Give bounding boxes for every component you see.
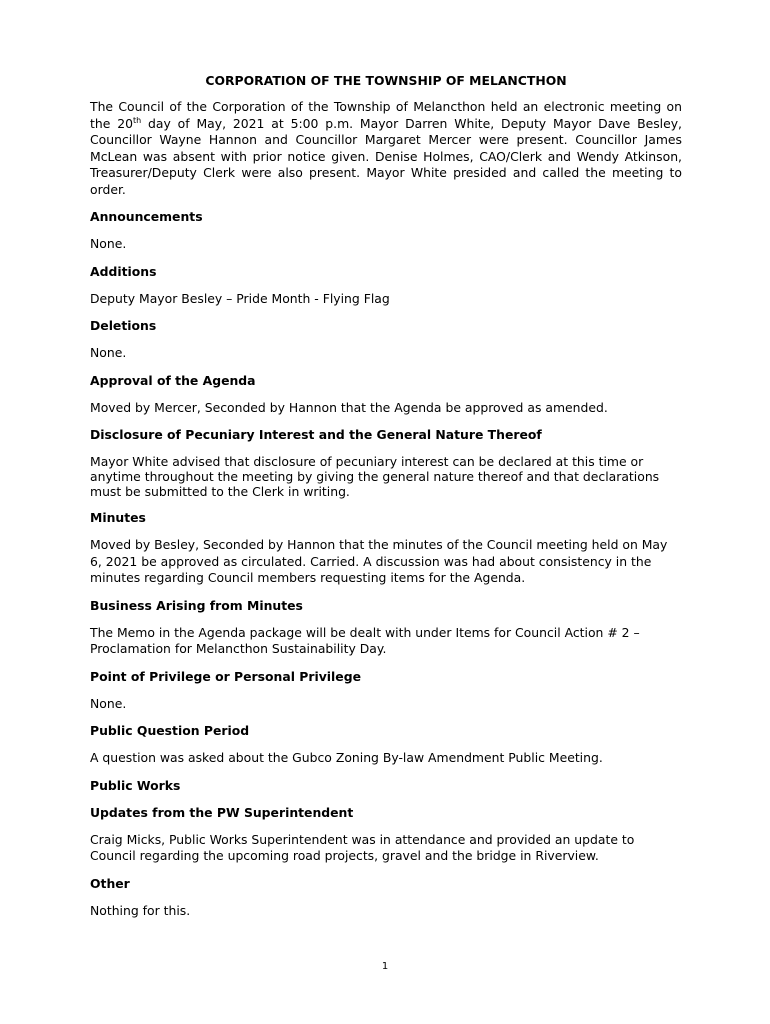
text-deletions: None. [90, 345, 127, 360]
heading-additions: Additions [90, 263, 157, 279]
text-business-arising: The Memo in the Agenda package will be dealt with under Items for Council Action # 2 – Proclamation for Melancthon Sustainability Day. [90, 624, 640, 656]
text-announcements: None. [90, 236, 127, 251]
heading-deletions: Deletions [90, 318, 157, 333]
text-public-question-period: A question was asked about the Gubco Zoning By-law Amendment Public Meeting. [90, 750, 603, 765]
heading-minutes: Minutes [90, 510, 146, 525]
heading-disclosure: Disclosure of Pecuniary Interest and the General Nature Thereof [90, 427, 542, 442]
text-additions: Deputy Mayor Besley – Pride Month - Flying Flag [90, 290, 390, 306]
heading-point-of-privilege: Point of Privilege or Personal Privilege [90, 668, 361, 684]
heading-approval-of-agenda: Approval of the Agenda [90, 372, 256, 388]
heading-public-question-period: Public Question Period [90, 723, 250, 738]
intro-text-part1: The Council of the Corporation of the Township of Melancthon held an electronic meeting on the 20 [90, 99, 682, 131]
heading-public-works: Public Works [90, 777, 181, 793]
text-other: Nothing for this. [90, 902, 191, 918]
page-number: 1 [381, 961, 389, 972]
intro-text-part2: day of May, 2021 at 5:00 p.m. Mayor Darren White, Deputy Mayor Dave Besley, Councillor Wayne Hannon and Councillor Margaret Mercer were present. Councillor James McLean was absent with prior notice given. Denise Holmes, CAO/Clerk and Wendy Atkinson, Treasurer/Deputy Clerk were also present. Mayor White presided and called the meeting to order. [90, 115, 682, 197]
heading-pw-superintendent: Updates from the PW Superintendent [90, 804, 354, 820]
intro-superscript: th [132, 115, 142, 125]
text-approval-of-agenda: Moved by Mercer, Seconded by Hannon that the Agenda be approved as amended. [90, 399, 608, 415]
heading-other: Other [90, 875, 130, 891]
document-title: CORPORATION OF THE TOWNSHIP OF MELANCTHON [205, 73, 567, 88]
text-point-of-privilege: None. [90, 695, 127, 711]
text-disclosure: Mayor White advised that disclosure of pecuniary interest can be declared at this time or anytime throughout the meeting by giving the general nature thereof and that declarations must be submitted to the Clerk in writing. [90, 454, 660, 499]
text-minutes: Moved by Besley, Seconded by Hannon that the minutes of the Council meeting held on May 6, 2021 be approved as circulated. Carried. A discussion was had about consistency in the minutes regarding Council members requesting items for the Agenda. [90, 537, 668, 585]
heading-announcements: Announcements [90, 209, 203, 224]
text-pw-superintendent: Craig Micks, Public Works Superintendent was in attendance and provided an update to Council regarding the upcoming road projects, gravel and the bridge in Riverview. [90, 831, 635, 863]
intro-paragraph [90, 99, 682, 198]
heading-business-arising: Business Arising from Minutes [90, 597, 303, 613]
document-page [90, 72, 682, 919]
